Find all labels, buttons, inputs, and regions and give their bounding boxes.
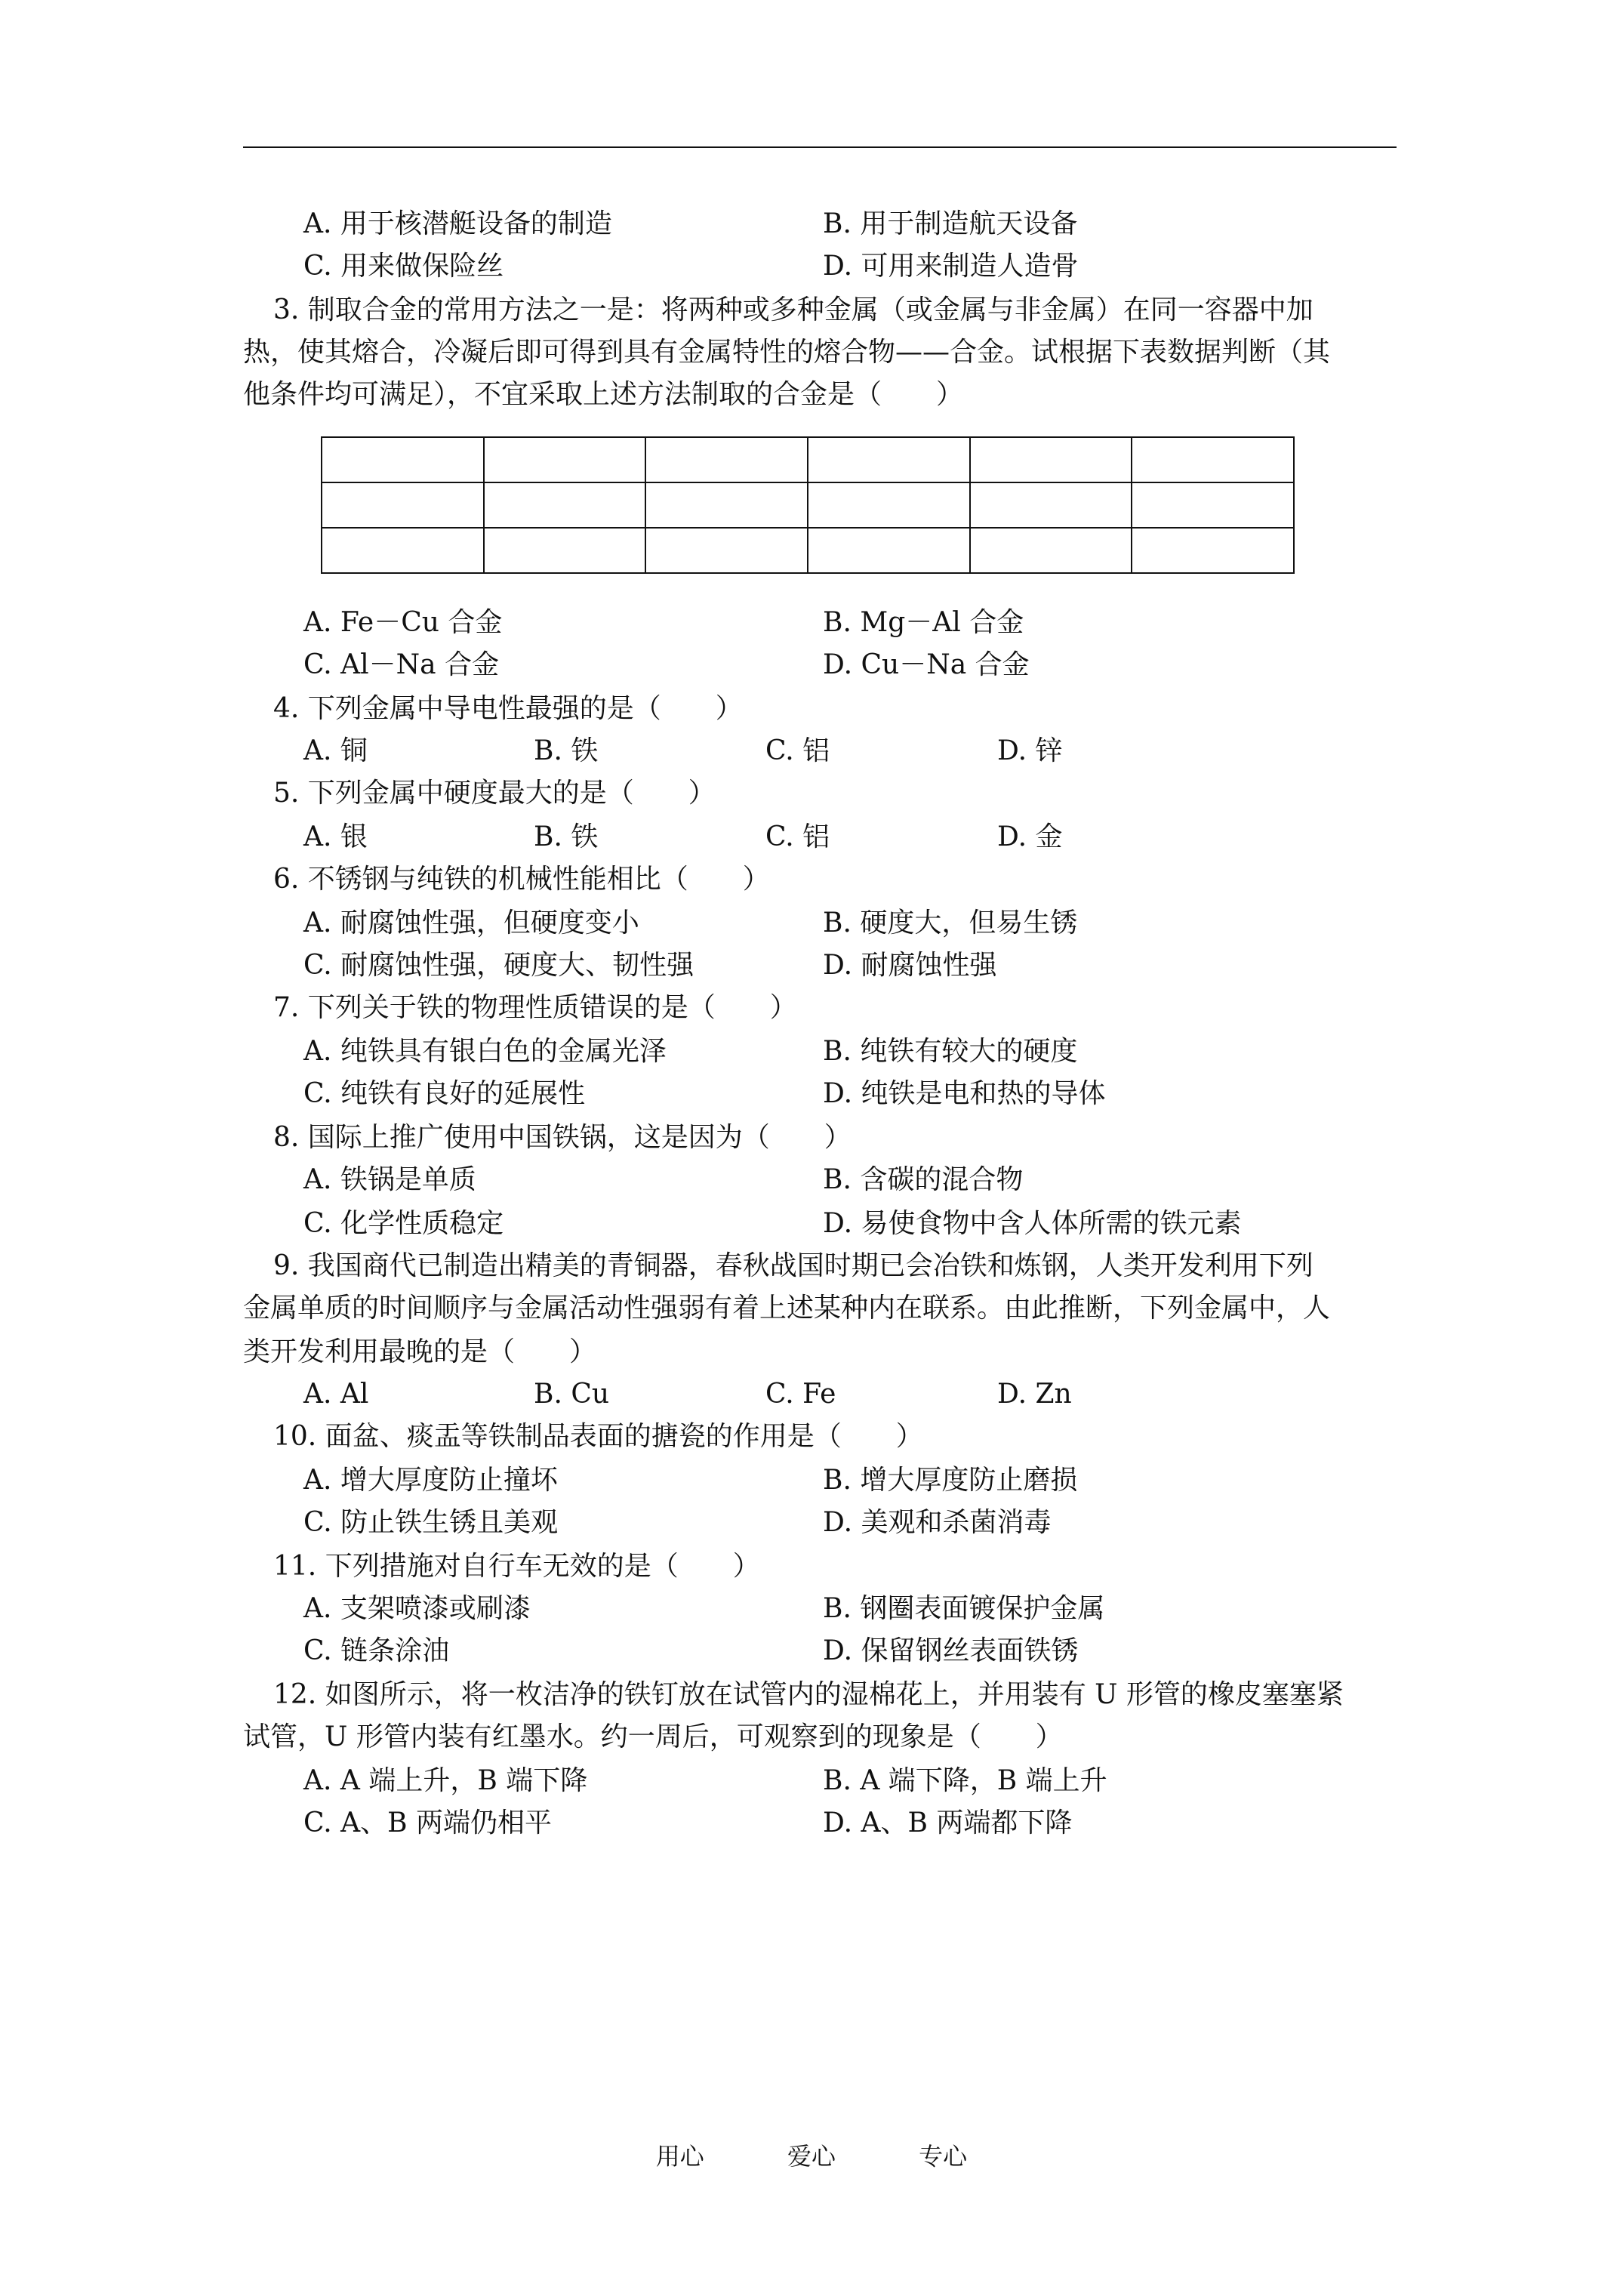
table-cell xyxy=(1132,437,1294,482)
q8-option-a: A. 铁锅是单质 xyxy=(303,1164,476,1195)
q6-stem: 6. 不锈钢与纯铁的机械性能相比（ ） xyxy=(273,864,770,895)
q12-option-b: B. A 端下降，B 端上升 xyxy=(823,1765,1107,1796)
q3-option-b: B. Mg－Al 合金 xyxy=(823,607,1024,638)
table-cell xyxy=(322,528,484,573)
q2-option-a: A. 用于核潜艇设备的制造 xyxy=(303,208,612,239)
table-cell xyxy=(322,437,484,482)
q8-option-d: D. 易使食物中含人体所需的铁元素 xyxy=(823,1208,1242,1239)
q5-option-b: B. 铁 xyxy=(534,821,599,852)
table-cell xyxy=(808,437,970,482)
q4-option-c: C. 铝 xyxy=(765,735,830,766)
q9-stem-line1: 9. 我国商代已制造出精美的青铜器，春秋战国时期已会冶铁和炼钢，人类开发利用下列 xyxy=(273,1250,1313,1281)
table-cell xyxy=(484,528,646,573)
q6-option-c: C. 耐腐蚀性强，硬度大、韧性强 xyxy=(303,950,694,981)
q9-stem-line2: 金属单质的时间顺序与金属活动性强弱有着上述某种内在联系。由此推断，下列金属中，人 xyxy=(243,1293,1331,1324)
table-cell xyxy=(1132,482,1294,528)
q7-option-c: C. 纯铁有良好的延展性 xyxy=(303,1078,586,1109)
table-cell xyxy=(1132,528,1294,573)
q4-stem: 4. 下列金属中导电性最强的是（ ） xyxy=(273,693,743,724)
table-cell xyxy=(645,528,808,573)
q9-option-c: C. Fe xyxy=(765,1379,836,1410)
q3-option-a: A. Fe－Cu 合金 xyxy=(303,607,503,638)
q7-option-d: D. 纯铁是电和热的导体 xyxy=(823,1078,1106,1109)
q12-option-a: A. A 端上升，B 端下降 xyxy=(303,1765,588,1796)
q4-option-b: B. 铁 xyxy=(534,735,599,766)
q7-option-a: A. 纯铁具有银白色的金属光泽 xyxy=(303,1036,667,1067)
q2-option-c: C. 用来做保险丝 xyxy=(303,251,504,282)
q8-option-c: C. 化学性质稳定 xyxy=(303,1208,504,1239)
q10-option-d: D. 美观和杀菌消毒 xyxy=(823,1507,1052,1538)
q5-option-d: D. 金 xyxy=(997,821,1063,852)
header-rule xyxy=(243,146,1397,148)
q9-option-b: B. Cu xyxy=(534,1379,610,1410)
q6-option-d: D. 耐腐蚀性强 xyxy=(823,950,997,981)
q4-option-a: A. 铜 xyxy=(303,735,368,766)
table-cell xyxy=(808,482,970,528)
q8-stem: 8. 国际上推广使用中国铁锅，这是因为（ ） xyxy=(273,1122,852,1153)
q10-option-b: B. 增大厚度防止磨损 xyxy=(823,1465,1078,1496)
q6-option-a: A. 耐腐蚀性强，但硬度变小 xyxy=(303,908,639,938)
q5-option-a: A. 银 xyxy=(303,821,368,852)
table-row xyxy=(322,437,1294,482)
q9-option-a: A. Al xyxy=(303,1379,369,1410)
q10-stem: 10. 面盆、痰盂等铁制品表面的搪瓷的作用是（ ） xyxy=(273,1421,923,1452)
q12-stem-line2: 试管，U 形管内装有红墨水。约一周后，可观察到的现象是（ ） xyxy=(243,1721,1063,1752)
q9-stem-line3: 类开发利用最晚的是（ ） xyxy=(243,1336,597,1367)
q2-option-d: D. 可用来制造人造骨 xyxy=(823,251,1079,282)
table-cell xyxy=(645,482,808,528)
q10-option-c: C. 防止铁生锈且美观 xyxy=(303,1507,559,1538)
q4-option-d: D. 锌 xyxy=(997,735,1063,766)
table-row xyxy=(322,482,1294,528)
table-cell xyxy=(322,482,484,528)
q11-option-d: D. 保留钢丝表面铁锈 xyxy=(823,1635,1079,1666)
table-cell xyxy=(970,528,1132,573)
q12-option-d: D. A、B 两端都下降 xyxy=(823,1808,1073,1838)
q7-option-b: B. 纯铁有较大的硬度 xyxy=(823,1036,1078,1067)
q11-option-a: A. 支架喷漆或刷漆 xyxy=(303,1593,531,1624)
q3-option-d: D. Cu－Na 合金 xyxy=(823,649,1030,680)
page-footer xyxy=(0,2141,1623,2171)
q12-stem-line1: 12. 如图所示，将一枚洁净的铁钉放在试管内的湿棉花上，并用装有 U 形管的橡皮塞塞紧 xyxy=(273,1679,1344,1710)
footer-word: 专心 xyxy=(919,2142,968,2171)
footer-word: 用心 xyxy=(655,2142,704,2171)
table-row xyxy=(322,528,1294,573)
q3-stem-line2: 热，使其熔合，冷凝后即可得到具有金属特性的熔合物——合金。试根据下表数据判断（其 xyxy=(243,337,1331,368)
q9-option-d: D. Zn xyxy=(997,1379,1072,1410)
footer-word: 爱心 xyxy=(787,2142,836,2171)
q3-stem-line1: 3. 制取合金的常用方法之一是：将两种或多种金属（或金属与非金属）在同一容器中加 xyxy=(273,294,1313,325)
q3-option-c: C. Al－Na 合金 xyxy=(303,649,500,680)
q10-option-a: A. 增大厚度防止撞坏 xyxy=(303,1465,558,1496)
q3-stem-line3: 他条件均可满足），不宜采取上述方法制取的合金是（ ） xyxy=(243,379,964,410)
table-cell xyxy=(970,437,1132,482)
q6-option-b: B. 硬度大，但易生锈 xyxy=(823,908,1078,938)
table-cell xyxy=(645,437,808,482)
table-cell xyxy=(808,528,970,573)
q12-option-c: C. A、B 两端仍相平 xyxy=(303,1808,553,1838)
q11-option-c: C. 链条涂油 xyxy=(303,1635,450,1666)
q3-data-table xyxy=(321,436,1295,574)
q5-option-c: C. 铝 xyxy=(765,821,830,852)
table-cell xyxy=(970,482,1132,528)
q11-option-b: B. 钢圈表面镀保护金属 xyxy=(823,1593,1105,1624)
q11-stem: 11. 下列措施对自行车无效的是（ ） xyxy=(273,1551,760,1582)
table-cell xyxy=(484,482,646,528)
q5-stem: 5. 下列金属中硬度最大的是（ ） xyxy=(273,778,716,809)
table-cell xyxy=(484,437,646,482)
q2-option-b: B. 用于制造航天设备 xyxy=(823,208,1078,239)
q8-option-b: B. 含碳的混合物 xyxy=(823,1164,1024,1195)
q7-stem: 7. 下列关于铁的物理性质错误的是（ ） xyxy=(273,992,797,1023)
